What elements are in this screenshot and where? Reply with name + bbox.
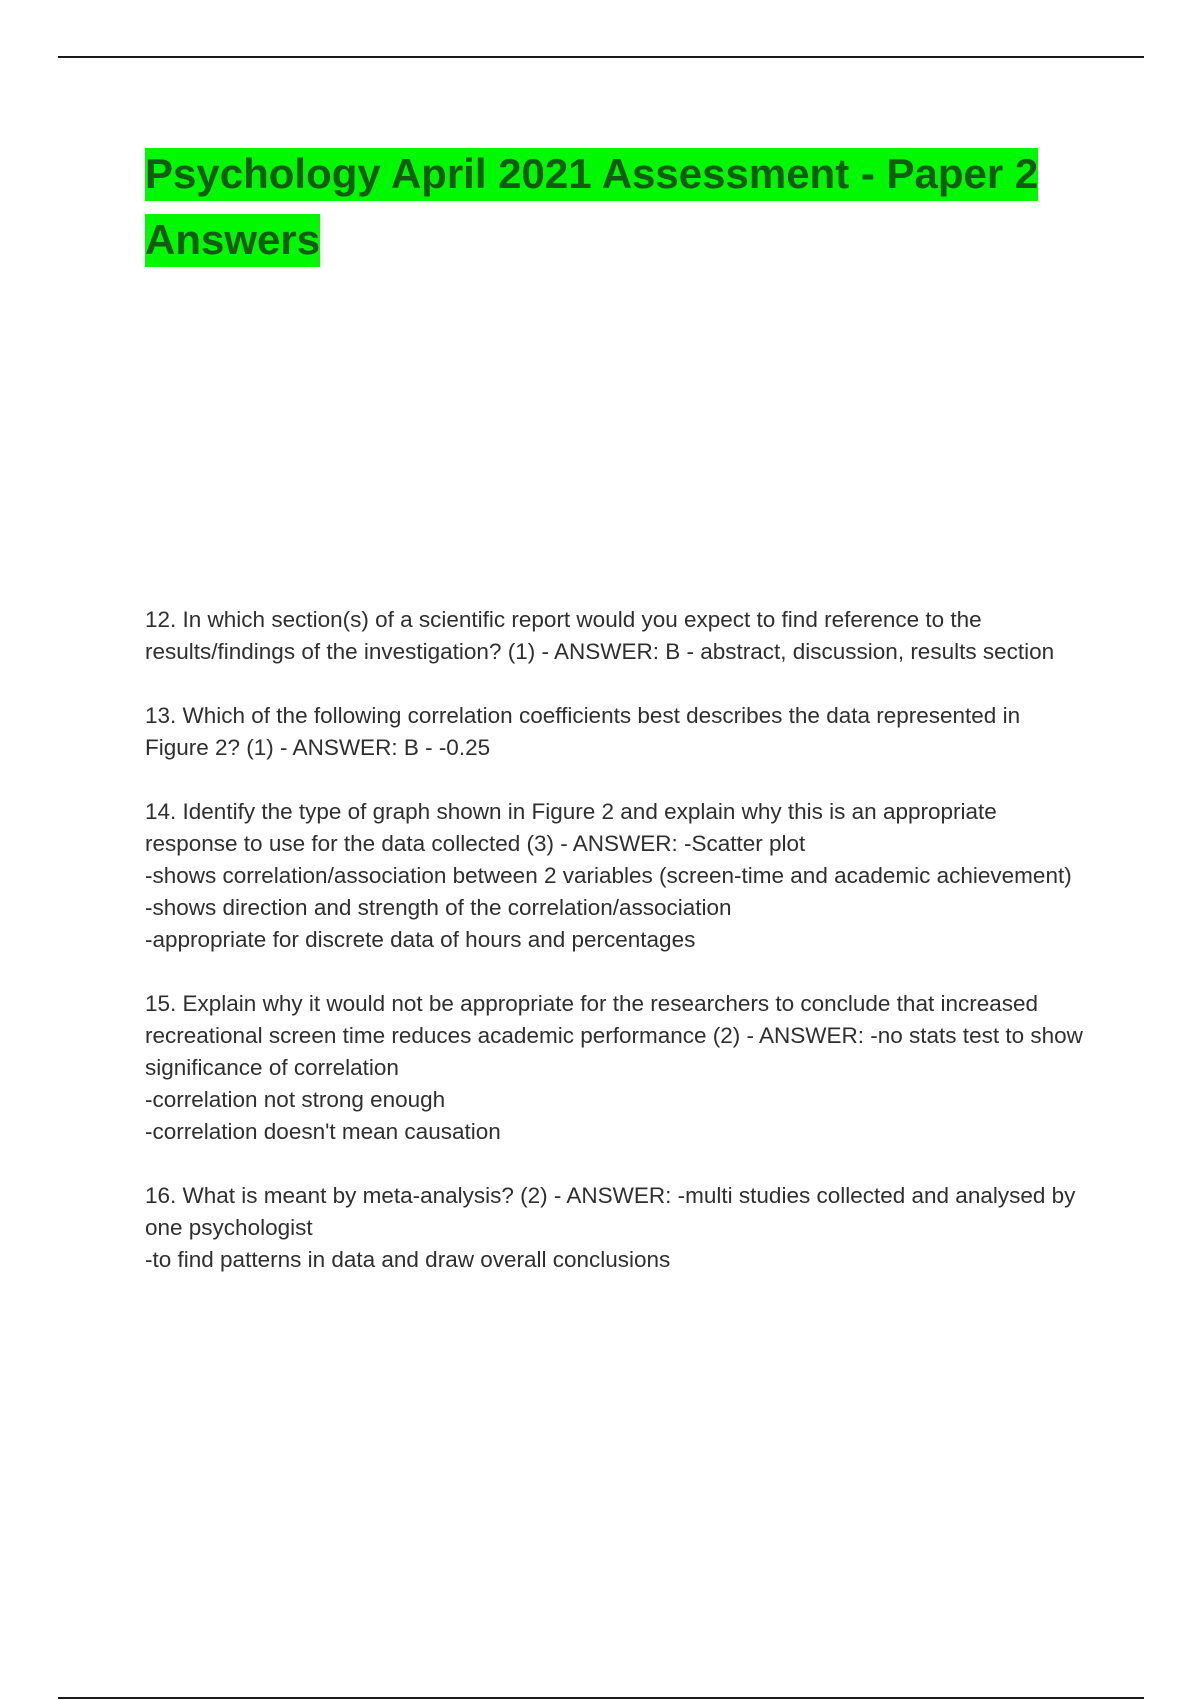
- qa-line: 15. Explain why it would not be appropriate for the researchers to conclude that increased recreational screen time reduces academic performance (2) - ANSWER: -no stats test to show significance of correlation: [145, 991, 1083, 1080]
- qa-line: 14. Identify the type of graph shown in Figure 2 and explain why this is an appropriate response to use for the data collected (3) - ANSWER: -Scatter plot: [145, 799, 997, 856]
- qa-item-15: [145, 988, 1090, 1148]
- qa-item-13: [145, 700, 1090, 764]
- qa-item-16: [145, 1180, 1090, 1276]
- qa-line: -shows direction and strength of the correlation/association: [145, 895, 732, 920]
- qa-line: -shows correlation/association between 2 variables (screen-time and academic achievement): [145, 863, 1072, 888]
- qa-line: 12. In which section(s) of a scientific report would you expect to find reference to the results/findings of the investigation? (1) - ANSWER: B - abstract, discussion, results section: [145, 607, 1055, 664]
- qa-item-14: [145, 796, 1090, 956]
- qa-line: -correlation not strong enough: [145, 1087, 446, 1112]
- qa-item-12: [145, 604, 1090, 668]
- document-title: [145, 141, 1085, 273]
- title-highlight: Psychology April 2021 Assessment - Paper 2 Answers: [145, 148, 1038, 267]
- qa-line: 16. What is meant by meta-analysis? (2) - ANSWER: -multi studies collected and analysed by one psychologist: [145, 1183, 1076, 1240]
- qa-line: -to find patterns in data and draw overall conclusions: [145, 1247, 671, 1272]
- qa-line: 13. Which of the following correlation coefficients best describes the data represented in Figure 2? (1) - ANSWER: B - -0.25: [145, 703, 1021, 760]
- header-rule: [58, 56, 1144, 58]
- footer-rule: [58, 1697, 1144, 1699]
- qa-line: -appropriate for discrete data of hours and percentages: [145, 927, 696, 952]
- qa-list: [145, 604, 1090, 1308]
- qa-line: -correlation doesn't mean causation: [145, 1119, 501, 1144]
